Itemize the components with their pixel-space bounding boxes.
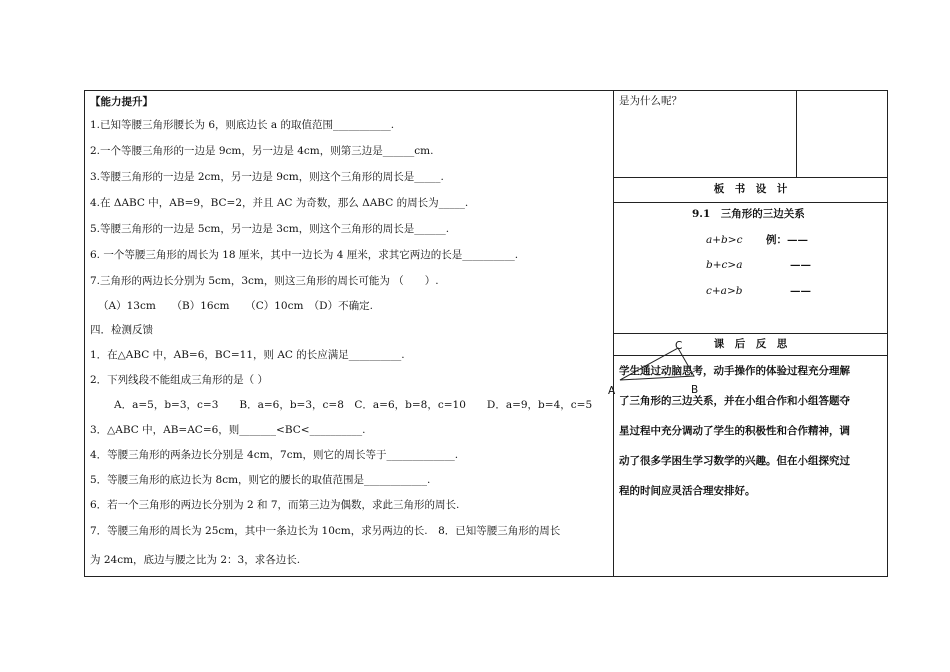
board-note-3: —— xyxy=(790,285,811,297)
question-5: 5.等腰三角形的一边是 5cm，另一边是 3cm，则这个三角形的周长是______. xyxy=(90,223,450,235)
question-7: 7.三角形的两边长分别为 5cm，3cm，则这三角形的周长可能为 （ ）. xyxy=(90,275,439,287)
top-right-text: 是为什么呢？ xyxy=(619,95,682,107)
feedback-4: 4．等腰三角形的两条边长分别是 4cm，7cm，则它的周长等于_____________. xyxy=(90,449,459,461)
ability-heading: 【能力提升】 xyxy=(90,96,153,108)
feedback-5: 5．等腰三角形的底边长为 8cm，则它的腰长的取值范围是____________. xyxy=(90,474,431,486)
feedback-3: 3．△ABC 中，AB=AC=6，则_______<BC<__________. xyxy=(90,424,366,436)
triangle-label-c: C xyxy=(675,340,683,352)
question-2: 2.一个等腰三角形的一边是 9cm，另一边是 4cm，则第三边是______cm. xyxy=(90,145,434,157)
reflection-line-2: 了三角形的三边关系，并在小组合作和小组答题夺 xyxy=(619,395,850,407)
board-formula-3: c+a>b xyxy=(706,285,743,297)
top-cell-divider xyxy=(796,90,797,178)
table-border-left xyxy=(84,90,85,577)
feedback-2: 2．下列线段不能组成三角形的是（ ） xyxy=(90,374,269,386)
reflection-line-5: 程的时间应灵活合理安排好。 xyxy=(619,485,756,497)
triangle-label-a: A xyxy=(608,385,616,397)
board-formula-1: a+b>c xyxy=(706,234,743,246)
board-design-title: 板 书 设 计 xyxy=(713,183,788,195)
reflection-line-1: 学生通过动脑思考，动手操作的体验过程充分理解 xyxy=(619,365,850,377)
board-note-1: 例：—— xyxy=(766,234,808,246)
feedback-2-options: A．a=5，b=3，c=3 B．a=6，b=3，c=8 C．a=6，b=8，c=10 D．a=9，b=4，c=5 xyxy=(114,399,593,411)
question-6: 6. 一个等腰三角形的周长为 18 厘米，其中一边长为 4 厘米，求其它两边的长是__________. xyxy=(90,249,519,261)
row-line-2 xyxy=(613,202,888,203)
board-heading: 9.1 三角形的三边关系 xyxy=(692,208,805,220)
feedback-7: 7．等腰三角形的周长为 25cm，其中一条边长为 10cm，求另两边的长. 8．已知等腰三角形的周长 xyxy=(90,525,561,537)
row-line-3 xyxy=(613,333,888,334)
row-line-1 xyxy=(613,177,888,178)
question-1: 1.已知等腰三角形腰长为 6，则底边长 a 的取值范围___________. xyxy=(90,119,395,131)
board-formula-2: b+c>a xyxy=(706,259,743,271)
feedback-6: 6．若一个三角形的两边长分别为 2 和 7，而第三边为偶数，求此三角形的周长. xyxy=(90,499,460,511)
reflection-line-3: 星过程中充分调动了学生的积极性和合作精神，调 xyxy=(619,425,850,437)
board-note-2: —— xyxy=(790,259,811,271)
feedback-1: 1．在△ABC 中，AB=6，BC=11，则 AC 的长应满足__________. xyxy=(90,349,405,361)
table-border-bottom xyxy=(84,576,888,577)
triangle-label-b: B xyxy=(691,384,699,396)
reflection-title: 课 后 反 思 xyxy=(713,338,788,350)
table-border-top xyxy=(84,90,888,91)
question-7-options: （A）13cm （B）16cm （C）10cm （D）不确定. xyxy=(98,300,373,312)
feedback-8: 为 24cm，底边与腰之比为 2：3，求各边长. xyxy=(90,554,301,566)
section-title: 四．检测反馈 xyxy=(90,324,153,336)
reflection-line-4: 动了很多学困生学习数学的兴趣。但在小组探究过 xyxy=(619,455,850,467)
question-4: 4.在 ΔABC 中，AB=9，BC=2，并且 AC 为奇数，那么 ΔABC 的周长为_____. xyxy=(90,197,469,209)
question-3: 3.等腰三角形的一边是 2cm，另一边是 9cm，则这个三角形的周长是_____. xyxy=(90,171,444,183)
